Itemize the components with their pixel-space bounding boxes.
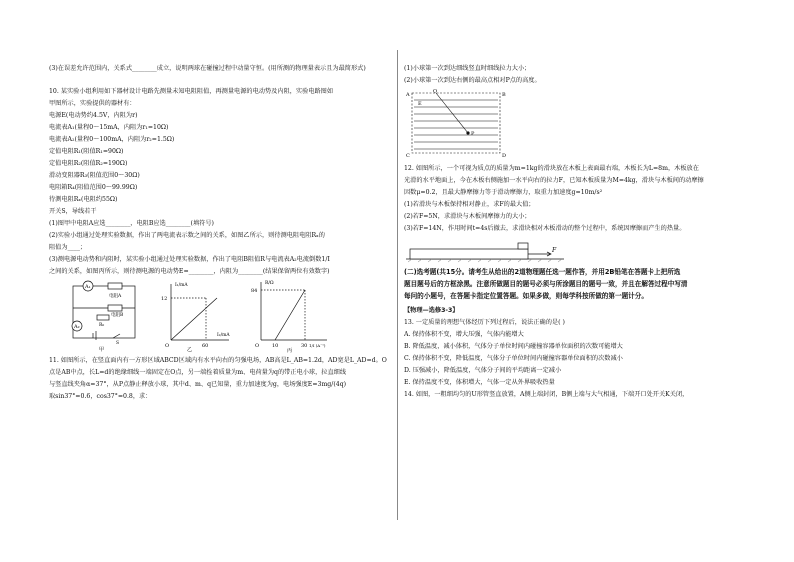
field-label-e: E xyxy=(418,101,422,107)
graph-yi xyxy=(157,278,237,353)
left-column xyxy=(49,63,389,403)
equip-rx: 待测电阻Rₓ(电阻约55Ω) xyxy=(49,196,118,203)
yi-caption: 乙 xyxy=(187,347,193,353)
q10-part1: (1)图甲中电阻A应选________，电阻B应选________(填符号) xyxy=(49,220,214,227)
q13-option-d: D. 压强减小，降低温度，气体分子间的平均距离一定减小 xyxy=(404,367,562,374)
q10-part3-cont: 之间的关系，如图丙所示，则待测电源的电动势E=________，内阻为________(结果保留两位有效数字) xyxy=(49,268,330,275)
q14-stem: 14. 如图，一粗细均匀的U形管竖直放置，A侧上端封闭，B侧上端与大气相通，下端开口处开关K关闭， xyxy=(404,391,689,398)
bing-xlabel: 1/I (A⁻¹) xyxy=(309,343,326,348)
q11-line3: 与竖直线夹角α=37°，从P点静止释放小球，其中d、m、q已知量，重力加速度为g，电场强度E=3mg/(4q) xyxy=(49,381,347,388)
equip-r1: 定值电阻R₁(阻值R₁=90Ω) xyxy=(49,148,124,155)
q13-option-b: B. 降低温度，减小体积，气体分子单位时间内碰撞容器单位面积的次数可能增大 xyxy=(404,343,623,350)
q11-part1: (1)小球第一次到达细线竖直时细线拉力大小； xyxy=(404,65,531,72)
circuit-caption: 甲 xyxy=(99,347,105,353)
field-diagram xyxy=(404,89,514,159)
circuit-a2-label: A₂ xyxy=(74,324,80,330)
section-heading-line2: 题目题号后的方框涂黑。注意所做题目的题号必须与所涂题目的题号一致，并且在解答过程中写清 xyxy=(404,280,688,288)
q12-line3: 因数μ=0.2，且最大静摩擦力等于滑动摩擦力，取重力加速度g=10m/s² xyxy=(404,189,603,196)
q12-part1: (1)若滑块与木板保持相对静止，求F的最大值； xyxy=(404,201,535,208)
q13-option-e: E. 保持温度不变，体积增大，气体一定从外界吸收热量 xyxy=(404,379,555,386)
bing-xtick1: 10 xyxy=(272,343,279,349)
field-label-b: B xyxy=(502,92,506,98)
q10-part2: (2)实验小组通过处理实验数据，作出了两电流表示数之间的关系，如图乙所示，则待测电阻电阻Rₓ的 xyxy=(49,232,325,239)
bing-ylabel: R/Ω xyxy=(265,281,274,286)
column-divider xyxy=(397,50,398,520)
section-heading-line1: (二)选考题(共15分。请考生从给出的2道物理题任选一题作答，并用2B铅笔在答题卡上把所选 xyxy=(404,268,681,276)
equip-r4: 电阻箱R₄(阻值范围0～99.99Ω) xyxy=(49,184,138,191)
circuit-r0: R₀ xyxy=(99,323,105,328)
field-label-d: D xyxy=(502,153,507,159)
board-force-label: F xyxy=(552,247,557,254)
q12-line1: 12. 如图所示，一个可视为质点的质量为m=1kg的滑块放在木板上表面最右端，木板长为L=8m，木板放在 xyxy=(404,165,699,172)
q12-part2: (2)若F=5N，求滑块与木板间摩擦力的大小； xyxy=(404,213,531,220)
equip-r2: 定值电阻R₂(阻值R₂=190Ω) xyxy=(49,160,128,167)
circuit-a1-label: A₁ xyxy=(85,284,91,290)
field-label-a: A xyxy=(406,92,410,98)
equip-source: 电源E(电动势约4.5V，内阻为r) xyxy=(49,112,138,119)
q10-line1: 10. 某实验小组利用如下器材设计电路先测量未知电阻阻值，再测量电源的电动势及内阻，实验电路图如 xyxy=(49,88,334,95)
circuit-resistor-b: 电阻B xyxy=(111,313,124,318)
field-label-p: P xyxy=(471,131,475,137)
q11-line1: 11. 如图所示，在竖直面内有一方形区域ABCD区域内有水平向右的匀强电场，AB高是L_AB=1.2d，AD宽是L_AD=d。O xyxy=(49,357,387,364)
field-label-c: C xyxy=(406,153,410,159)
circuit-diagram xyxy=(63,278,143,353)
circuit-resistor-a: 电阻A xyxy=(109,294,122,299)
yi-xtick: 60 xyxy=(202,343,209,349)
equip-switch: 开关S，导线若干 xyxy=(49,208,97,215)
q9-part3-cont xyxy=(49,75,389,86)
bing-caption: 丙 xyxy=(287,348,293,353)
yi-xlabel: I₂/mA xyxy=(217,333,230,338)
yi-origin: O xyxy=(165,343,170,349)
q13-option-a: A. 保持体积不变，增大压强，气体内能增大 xyxy=(404,331,524,338)
q9-part3: (3)在误差允许范围内，关系式________成立，说明两球在碰撞过程中动量守恒。(用所测的物理量表示且为最简形式) xyxy=(49,65,366,72)
q12-line2: 光滑的水平地面上，今在木板右侧施加一水平向右的拉力F，已知木板质量为M=4kg，滑块与木板间的动摩擦 xyxy=(404,177,704,184)
board-diagram xyxy=(404,237,574,263)
right-column xyxy=(404,63,748,401)
section-heading-line3: 每问的小题号，在答题卡指定位置答题。如果多做，则每学科按所做的第一题计分。 xyxy=(404,292,648,300)
bing-origin: O xyxy=(255,343,260,349)
bing-ytick: 84 xyxy=(251,288,258,294)
subject-heading: 【物理—选修3-3】 xyxy=(404,307,459,314)
q13-option-c: C. 保持体积不变，降低温度，气体分子单位时间内碰撞容器单位面积的次数减小 xyxy=(404,355,623,362)
yi-ylabel: I₁/mA xyxy=(175,283,188,288)
equip-r3: 滑动变阻器R₃(阻值范围0～30Ω) xyxy=(49,172,140,179)
q11-line4: 取sin37°=0.6，cos37°=0.8，求： xyxy=(49,393,152,400)
q11-line2: 点是AB中点，长L=d的绝缘细线一端固定在O点，另一端拴着质量为m、电荷量为q的带正电小球，拉直细线 xyxy=(49,369,347,376)
q10-part2-cont: 阻值为____； xyxy=(49,244,87,251)
q11-part2: (2)小球第一次到达右侧的最高点相对P点的高度。 xyxy=(404,77,541,84)
yi-ytick: 12 xyxy=(161,296,168,302)
q13-stem: 13. 一定质量的理想气体经历下列过程后，说法正确的是( ) xyxy=(404,319,565,326)
circuit-switch: S xyxy=(116,341,120,346)
equip-a2: 电流表A₂(量程0～100mA，内阻为r₂=1.5Ω) xyxy=(49,136,175,143)
bing-xtick2: 30 xyxy=(301,343,308,349)
q10-line2: 甲图所示，实验提供的器材有： xyxy=(49,100,136,107)
q10-part3: (3)测电源电动势和内阻时，某实验小组通过处理实验数据，作出了电阻B阻值R与电流表A₂电流倒数1/I xyxy=(49,256,330,263)
field-label-o: O xyxy=(433,89,438,95)
q10-figures xyxy=(49,278,389,353)
graph-bing xyxy=(247,278,337,353)
equip-a1: 电流表A₁(量程0～15mA，内阻为r₁=10Ω) xyxy=(49,124,169,131)
q12-part3: (3)若F=14N，作用时间t=4s后撤去，求滑块相对木板滑动的整个过程中，系统因摩擦而产生的热量。 xyxy=(404,225,686,232)
